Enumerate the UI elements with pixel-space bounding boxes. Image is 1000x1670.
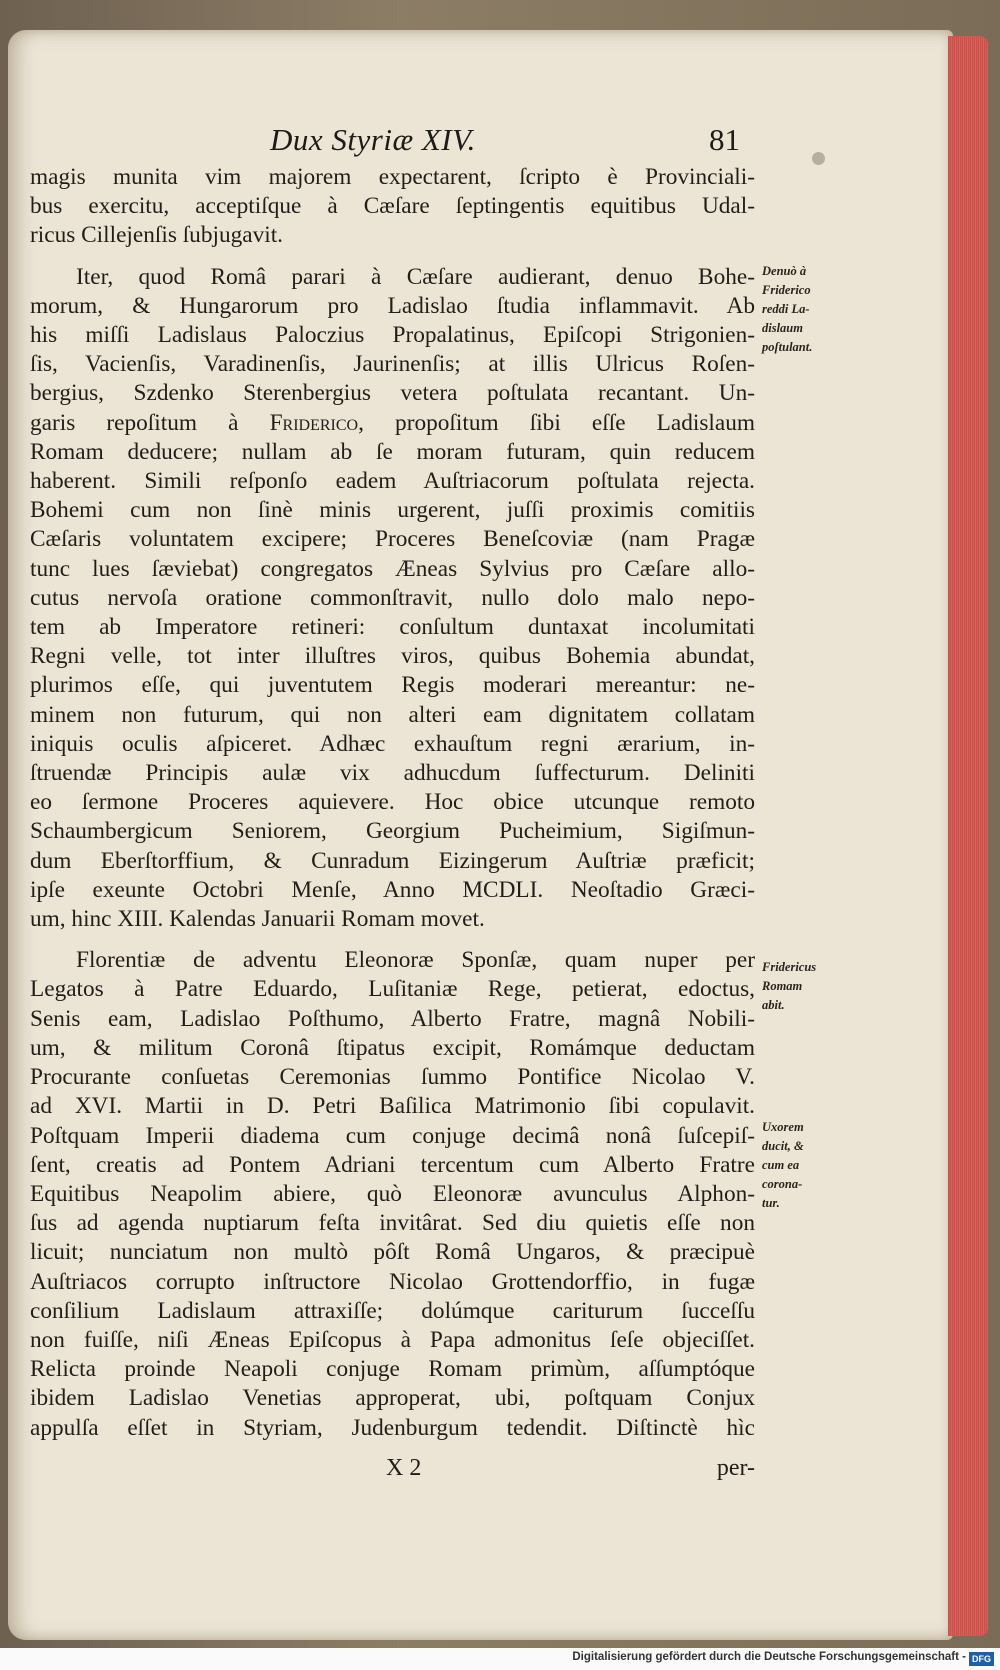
- text-line: licuit; nunciatum non multò pôſt Româ Ungaros, & præcipuè: [30, 1239, 755, 1266]
- margin-note-2: [762, 958, 842, 1015]
- text-line: Bohemi cum non ſinè minis urgerent, juſſi proximis comitiis: [30, 497, 755, 524]
- margin-note-line: tur.: [762, 1196, 780, 1210]
- margin-note-line: Denuò à: [762, 264, 807, 278]
- running-head: [270, 122, 740, 162]
- text-line: Cæſaris voluntatem excipere; Proceres Beneſcoviæ (nam Pragæ: [30, 526, 755, 553]
- text-line: ricus Cillejenſis ſubjugavit.: [30, 222, 284, 249]
- text-line: ſis, Vacienſis, Varadinenſis, Jaurinenſis; at illis Ulricus Roſen-: [30, 351, 755, 378]
- text-line: bus exercitu, acceptiſque à Cæſare ſeptingentis equitibus Udal-: [30, 193, 755, 220]
- text-line: dum Eberſtorffium, & Cunradum Eizingerum Auſtriæ præficit;: [30, 847, 755, 874]
- page-edges-red: [948, 36, 988, 1636]
- text-line: ſtruendæ Principis aulæ vix adhucdum ſuffecturum. Deliniti: [30, 760, 755, 787]
- footer-bar: [0, 1648, 1000, 1670]
- text-line: bergius, Szdenko Sterenbergius vetera poſtulata recantant. Un-: [30, 380, 755, 407]
- paragraph-1: [30, 163, 755, 251]
- text-line: Senis eam, Ladislao Poſthumo, Alberto Fratre, magnâ Nobili-: [30, 1005, 755, 1032]
- margin-note-3: [762, 1118, 842, 1213]
- margin-note-line: dislaum: [762, 321, 803, 335]
- running-title: Dux Styriæ XIV.: [270, 122, 476, 157]
- margin-note-line: reddi La-: [762, 302, 810, 316]
- text-line: conſilium Ladislaum attraxiſſe; dolúmque cariturum ſucceſſu: [30, 1297, 755, 1324]
- text-line: ſus ad agenda nuptiarum feſta invitârat. Sed diu quietis eſſe non: [30, 1210, 755, 1237]
- text-line: ad XVI. Martii in D. Petri Baſilica Matrimonio ſibi copulavit.: [30, 1093, 755, 1120]
- line-head: garis repoſitum à: [30, 409, 270, 436]
- text-line: plurimos eſſe, qui juventutem Regis moderari mereantur: ne-: [30, 672, 755, 699]
- text-line: non fuiſſe, niſi Æneas Epiſcopus à Papa admonitus ſeſe objeciſſet.: [30, 1326, 755, 1353]
- text-line: Regni velle, tot inter illuſtres viros, quibus Bohemia abundat,: [30, 643, 755, 670]
- margin-note-line: Romam: [762, 979, 803, 993]
- text-line: Relicta proinde Neapoli conjuge Romam primùm, aſſumptóque: [30, 1356, 755, 1383]
- smallcaps-name: Friderico: [269, 409, 359, 436]
- text-line: ibidem Ladislao Venetias approperat, ubi, poſtquam Conjux: [30, 1385, 755, 1412]
- line-tail: , propoſitum ſibi eſſe Ladislaum: [358, 409, 755, 436]
- text-line: his miſſi Ladislaus Paloczius Propalatinus, Epiſcopi Strigonien-: [30, 322, 755, 349]
- text-line: um, hinc XIII. Kalendas Januarii Romam movet.: [30, 906, 485, 933]
- text-line: haberent. Simili reſponſo eadem Auſtriacorum poſtulata rejecta.: [30, 468, 755, 495]
- margin-note-line: Uxorem: [762, 1120, 804, 1134]
- text-line: tem ab Imperatore retineri: conſultum duntaxat incolumitati: [30, 614, 755, 641]
- text-line: minem non futurum, qui non alteri eam dignitatem collatam: [30, 701, 755, 728]
- margin-note-line: cum ea: [762, 1158, 800, 1172]
- main-text: [30, 163, 755, 1443]
- signature-mark: X 2: [386, 1455, 422, 1481]
- text-line: Iter, quod Româ parari à Cæſare audierant, denuo Bohe-: [76, 263, 755, 290]
- margin-note-line: ducit, &: [762, 1139, 804, 1153]
- page-number: 81: [709, 122, 740, 157]
- text-line: iniquis oculis aſpiceret. Adhæc exhauſtum regni ærarium, in-: [30, 730, 755, 757]
- text-line: eo ſermone Proceres aquievere. Hoc obice utcunque remoto: [30, 789, 755, 816]
- text-line: Florentiæ de adventu Eleonoræ Sponſæ, quam nuper per: [76, 947, 755, 974]
- margin-note-line: abit.: [762, 998, 785, 1012]
- margin-note-line: corona-: [762, 1177, 803, 1191]
- margin-note-line: Fridericus: [762, 960, 817, 974]
- text-line: tunc lues ſæviebat) congregatos Æneas Sylvius pro Cæſare allo-: [30, 555, 755, 582]
- text-line: Romam deducere; nullam ab ſe moram futuram, quin reducem: [30, 438, 755, 465]
- text-line: appulſa eſſet in Styriam, Judenburgum tedendit. Diſtinctè hìc: [30, 1414, 755, 1441]
- dfg-logo: DFG: [969, 1652, 994, 1666]
- text-line: cutus nervoſa oratione commonſtravit, nullo dolo malo nepo-: [30, 584, 755, 611]
- text-line: Poſtquam Imperii diadema cum conjuge decimâ nonâ ſuſcepiſ-: [30, 1122, 755, 1149]
- text-line: Auſtriacos corrupto inſtructore Nicolao Grottendorffio, in fugæ: [30, 1268, 755, 1295]
- text-line: Schaumbergicum Seniorem, Georgium Pucheimium, Sigiſmun-: [30, 818, 755, 845]
- text-line: magis munita vim majorem expectarent, ſcripto è Provinciali-: [30, 164, 755, 190]
- paragraph-2: [30, 263, 755, 935]
- text-line-with-smallcaps: [30, 409, 755, 438]
- funding-credit: Digitalisierung gefördert durch die Deutsche Forschungsgemeinschaft -: [572, 1651, 966, 1663]
- text-line: Legatos à Patre Eduardo, Luſitaniæ Rege, petierat, edoctus,: [30, 976, 755, 1003]
- catchword: per-: [716, 1455, 755, 1481]
- text-line: Procurante conſuetas Ceremonias ſummo Pontifice Nicolao V.: [30, 1064, 755, 1091]
- text-line: ſent, creatis ad Pontem Adriani tercentum cum Alberto Fratre: [30, 1151, 755, 1178]
- text-line: ipſe exeunte Octobri Menſe, Anno MCDLI. Neoſtadio Græci-: [30, 876, 755, 903]
- page-foot: [30, 1455, 755, 1489]
- margin-note-line: Friderico: [762, 283, 811, 297]
- paragraph-3: [30, 946, 755, 1442]
- text-line: Equitibus Neapolim abiere, quò Eleonoræ avunculus Alphon-: [30, 1180, 755, 1207]
- paper-spot: [812, 152, 825, 165]
- margin-note-line: poſtulant.: [762, 340, 813, 354]
- text-line: morum, & Hungarorum pro Ladislao ſtudia inflammavit. Ab: [30, 292, 755, 319]
- margin-note-1: [762, 262, 842, 357]
- text-line: um, & militum Coronâ ſtipatus excipit, Romámque deductam: [30, 1034, 755, 1061]
